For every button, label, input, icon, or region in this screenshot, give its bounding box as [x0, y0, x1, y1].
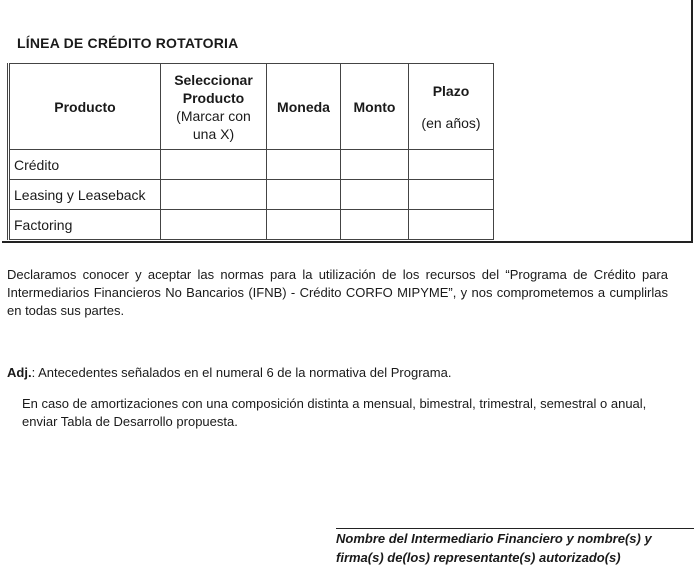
cell-monto[interactable] — [341, 180, 409, 210]
table-row — [9, 210, 494, 240]
table-row — [9, 180, 494, 210]
cell-producto: Factoring — [9, 210, 161, 240]
cell-seleccionar[interactable] — [161, 180, 267, 210]
section-title: LÍNEA DE CRÉDITO ROTATORIA — [17, 35, 239, 51]
table-header-row — [9, 64, 494, 150]
header-plazo: Plazo (en años) — [409, 64, 494, 150]
credit-line-table — [7, 63, 494, 240]
cell-seleccionar[interactable] — [161, 210, 267, 240]
cell-plazo[interactable] — [409, 210, 494, 240]
table-row — [9, 150, 494, 180]
adj-text: : Antecedentes señalados en el numeral 6 de la normativa del Programa. — [31, 365, 452, 380]
header-seleccionar: Seleccionar Producto (Marcar con una X) — [161, 64, 267, 150]
cell-plazo[interactable] — [409, 180, 494, 210]
amortization-note: En caso de amortizaciones con una composición distinta a mensual, bimestral, trimestral, semestral o anual, enviar Tabla de Desarrollo propuesta. — [22, 396, 647, 429]
adj-label: Adj. — [7, 365, 32, 380]
cell-moneda[interactable] — [267, 150, 341, 180]
cell-monto[interactable] — [341, 210, 409, 240]
signature-caption — [336, 529, 696, 567]
cell-monto[interactable] — [341, 150, 409, 180]
cell-producto: Leasing y Leaseback — [9, 180, 161, 210]
cell-seleccionar[interactable] — [161, 150, 267, 180]
header-monto: Monto — [341, 64, 409, 150]
attachments-note — [7, 364, 687, 382]
cell-moneda[interactable] — [267, 210, 341, 240]
signature-caption-line1: Nombre del Intermediario Financiero y nombre(s) y — [336, 531, 652, 546]
cell-producto: Crédito — [9, 150, 161, 180]
declaration-text: Declaramos conocer y aceptar las normas para la utilización de los recursos del “Programa de Crédito para Intermediarios Financieros No Bancarios (IFNB) - Crédito CORFO MIPYME”, y nos comprometemos a cumplirlas en todas sus partes. — [7, 267, 668, 318]
cell-moneda[interactable] — [267, 180, 341, 210]
signature-caption-line2: firma(s) de(los) representante(s) autorizado(s) — [336, 550, 621, 565]
cell-plazo[interactable] — [409, 150, 494, 180]
header-producto: Producto — [9, 64, 161, 150]
header-moneda: Moneda — [267, 64, 341, 150]
